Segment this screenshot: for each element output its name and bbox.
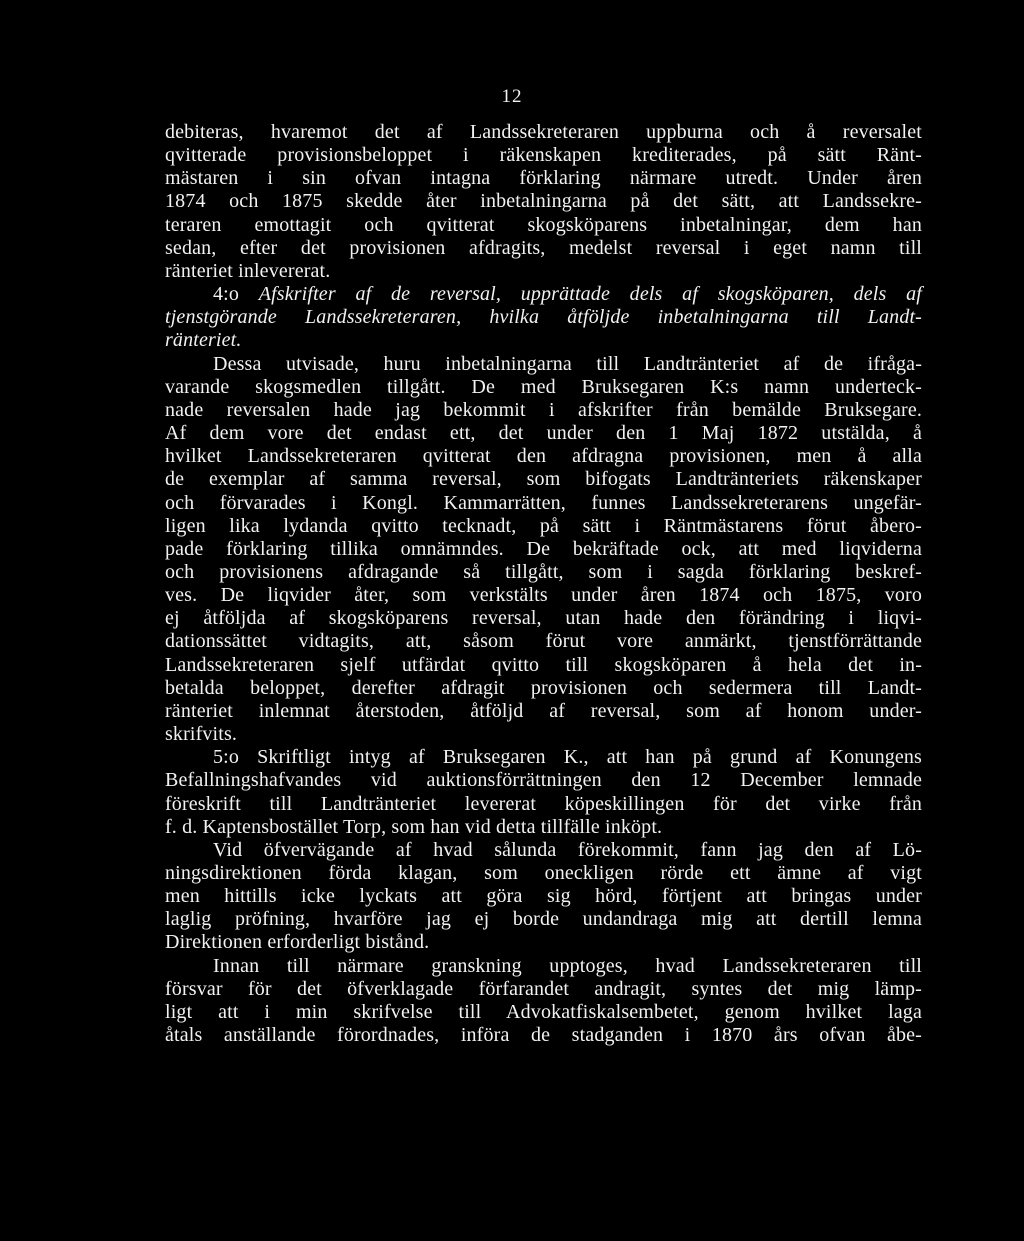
text-line: ningsdirektionen förda klagan, som oneckligen rörde ett ämne af vigt [165,862,922,884]
text-line: ränteriet. [165,329,242,352]
page-number: 12 [501,86,523,107]
text-line: mästaren i sin ofvan intagna förklaring närmare utredt. Under åren [165,167,922,190]
text-line: ej åtföljda af skogsköparens reversal, utan hade den förändring i liqvi- [165,607,922,630]
text-line: Landssekreteraren sjelf utfärdat qvitto till skogsköparen å hela det in- [165,653,922,676]
text-line: ves. De liqvider åter, som verkstälts under åren 1874 och 1875, voro [165,584,922,607]
text-line: och provisionens afdragande så tillgått, som i sagda förklaring beskref- [165,560,922,583]
text-line: åtals anställande förordnades, införa de stadganden i 1870 års ofvan åbe- [165,1024,922,1047]
text-line: nade reversalen hade jag bekommit i afskrifter från bemälde Bruksegare. [165,398,922,421]
text-line: Dessa utvisade, huru inbetalningarna till Landtränteriet af de ifråga- [213,352,922,375]
body-text [165,121,922,1047]
text-line: teraren emottagit och qvitterat skogsköparens inbetalningar, dem han [165,213,922,236]
text-line: försvar för det öfverklagade förfarandet andragit, syntes det mig lämp- [165,977,922,1000]
text-line: sedan, efter det provisionen afdragits, medelst reversal i eget namn till [165,236,922,259]
text-line: debiteras, hvaremot det af Landssekreteraren uppburna och å reversalet [165,121,922,143]
text-line: 1874 och 1875 skedde åter inbetalningarna på det sätt, att Landssekre- [165,190,922,213]
text-line: laglig pröfning, hvarföre jag ej borde undandraga mig att dertill lemna [165,908,922,931]
list-number: 4:o [213,283,259,306]
text-line: tjenstgörande Landssekreteraren, hvilka åtföljde inbetalningarna till Landt- [165,306,922,329]
text-line: ränteriet inlemnat återstoden, åtföljd af reversal, som af honom under- [165,699,922,722]
text-line: dationssättet vidtagits, att, såsom förut vore anmärkt, tjenstförrättande [165,630,922,653]
text-line: ränteriet inlevererat. [165,259,331,282]
text-line: och förvarades i Kongl. Kammarrätten, funnes Landssekreterarens ungefär- [165,491,922,514]
text-line: Befallningshafvandes vid auktionsförrättningen den 12 December lemnade [165,769,922,792]
text-line: föreskrift till Landtränteriet levererat köpeskillingen för det virke från [165,792,922,815]
text-line: ligt att i min skrifvelse till Advokatfiskalsembetet, genom hvilket laga [165,1000,922,1023]
italic-text: Afskrifter af de reversal, upprättade dels af skogsköparen, dels af [258,283,922,306]
text-line: pade förklaring tillika omnämndes. De bekräftade ock, att med liqviderna [165,537,922,560]
text-line: de exemplar af samma reversal, som bifogats Landtränteriets räkenskaper [165,468,922,491]
text-line: Direktionen erforderligt bistånd. [165,931,430,954]
text-line: skrifvits. [165,723,238,746]
text-line: ligen lika lydanda qvitto tecknadt, på sätt i Räntmästarens förut åbero- [165,514,922,537]
text-line: hvilket Landssekreteraren qvitterat den afdragna provisionen, men å alla [165,445,922,468]
text-line: Af dem vore det endast ett, det under den 1 Maj 1872 utstälda, å [165,422,922,445]
text-line: 5:o Skriftligt intyg af Bruksegaren K., att han på grund af Konungens [213,746,922,769]
text-line: varande skogsmedlen tillgått. De med Bruksegaren K:s namn underteck- [165,375,922,398]
text-line: qvitterade provisionsbeloppet i räkenskapen krediterades, på sätt Ränt- [165,144,922,167]
text-line [165,283,922,306]
text-line: betalda beloppet, derefter afdragit provisionen och sedermera till Landt- [165,676,922,699]
text-line: f. d. Kaptensbostället Torp, som han vid detta tillfälle inköpt. [165,815,663,838]
text-line: Innan till närmare granskning upptoges, hvad Landssekreteraren till [213,954,922,977]
text-line: Vid öfvervägande af hvad sålunda förekommit, fann jag den af Lö- [213,838,922,861]
text-line: men hittills icke lyckats att göra sig hörd, förtjent att bringas under [165,885,922,908]
